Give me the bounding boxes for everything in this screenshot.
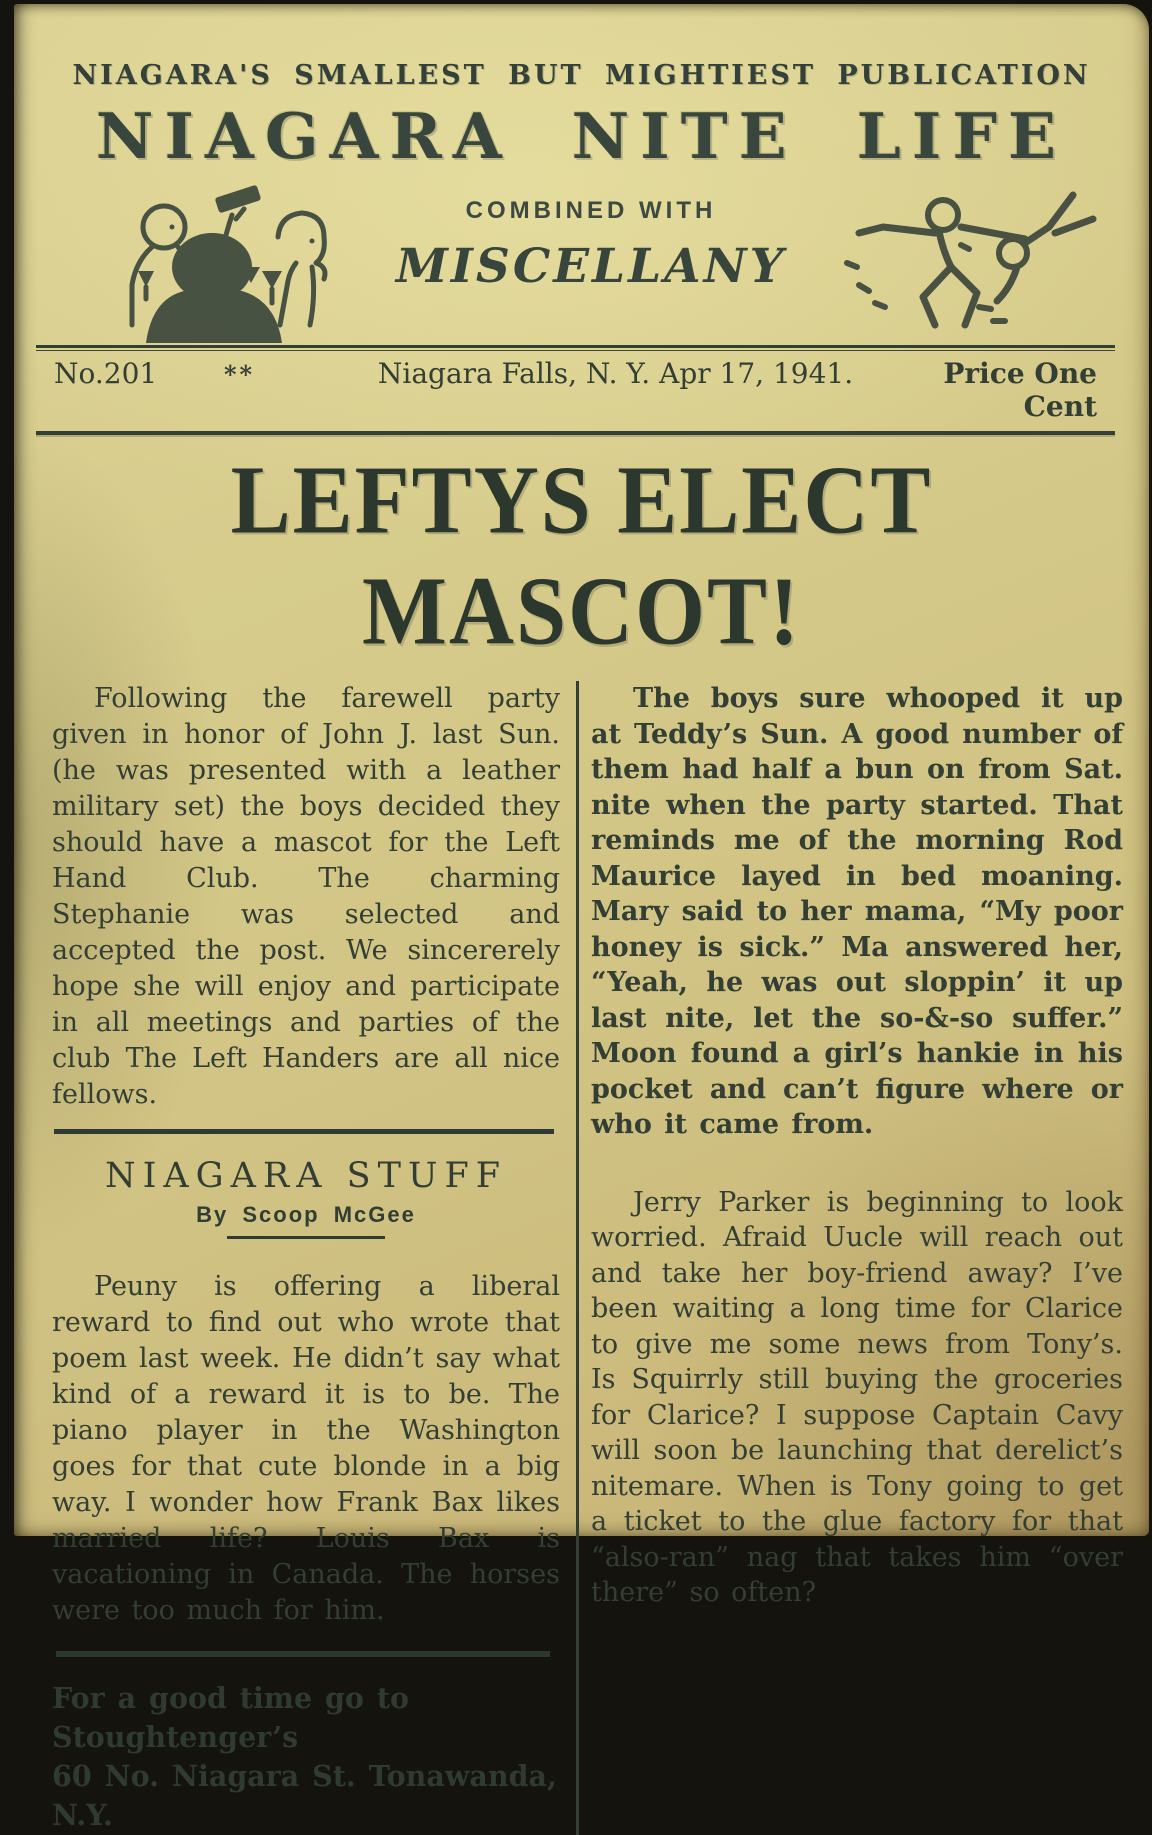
advertisement-line2: 60 No. Niagara St. Tonawanda, N.Y. (52, 1759, 557, 1832)
party-toast-illustration-icon (66, 175, 351, 343)
combined-with-label: COMBINED WITH (465, 197, 717, 224)
location-date: Niagara Falls, N. Y. Apr 17, 1941. (377, 357, 854, 390)
price-label: Price One Cent (943, 357, 1097, 423)
advertisement-line1: For a good time go to Stoughtenger’s (52, 1681, 410, 1754)
gossip-paragraph-2: Jerry Parker is beginning to look worried. Afraid Uucle will reach out and take her boy-friend away? I’ve been waiting a long time for Clarice to give me some news from Tony’s. Is Squirrly still buying the groceries for Clarice? I suppose Captain Cavy will soon be launching that derelict’s nitemare. When is Tony going to get a ticket to the glue factory for that “also-ran” nag that takes him “over there” so often? (591, 1186, 1123, 1608)
article-columns (14, 681, 1149, 1835)
edition-stars: ** (224, 360, 256, 389)
issue-number: No.201 (54, 357, 158, 390)
newspaper-page (14, 4, 1149, 1832)
right-column (591, 681, 1123, 1835)
masthead-tagline: NIAGARA'S SMALLEST BUT MIGHTIEST PUBLICATION (72, 60, 1091, 91)
masthead-subtitle-block (351, 197, 831, 294)
rule-below-dateline (36, 431, 1115, 435)
niagara-stuff-paragraph: Peuny is offering a liberal reward to find out who wrote that poem last week. He didn’t say what kind of a reward it is to be. The piano player in the Washington goes for that cute blonde in a big way. I wonder how Frank Bax likes married life? Louis Bax is vacationing in Canada. The horses were too much for him. (52, 1271, 560, 1626)
section-byline: By Scoop McGee (196, 1202, 416, 1227)
masthead-title: NIAGARA NITE LIFE (95, 99, 1068, 173)
lead-article-paragraph: Following the farewell party given in honor of John J. last Sun. (he was presented with a leather military set) the boys decided they should have a mascot for the Left Hand Club. The charming Stephanie was selected and accepted the post. We sincererely hope she will enjoy and participate in all meetings and parties of the club The Left Handers are all nice fellows. (52, 683, 560, 1110)
masthead-row (14, 173, 1149, 345)
gossip-paragraph-1: The boys sure whooped it up at Teddy’s Sun. A good number of them had half a bun on from Sat. nite when the party started. That reminds me of the morning Rod Maurice layed in bed moaning. Mary said to her mama, “My poor honey is sick.” Ma answered her, “Yeah, he was out sloppin’ it up last nite, let the so-&-so suffer.” Moon found a girl’s hankie in his pocket and can’t figure where or who it came from. (591, 683, 1123, 1140)
miscellany-title: MISCELLANY (395, 239, 787, 294)
byline-underline (227, 1236, 385, 1239)
section-title: NIAGARA STUFF (104, 1156, 508, 1196)
left-column (52, 681, 560, 1835)
advertisement (52, 1679, 560, 1835)
column-divider-rule (576, 681, 579, 1835)
section-divider-rule (54, 1129, 554, 1134)
main-headline: LEFTYS ELECT MASCOT! (230, 447, 933, 666)
dateline (14, 351, 1149, 431)
jitterbug-dancers-illustration-icon (831, 175, 1111, 335)
ad-divider-rule (56, 1651, 550, 1657)
